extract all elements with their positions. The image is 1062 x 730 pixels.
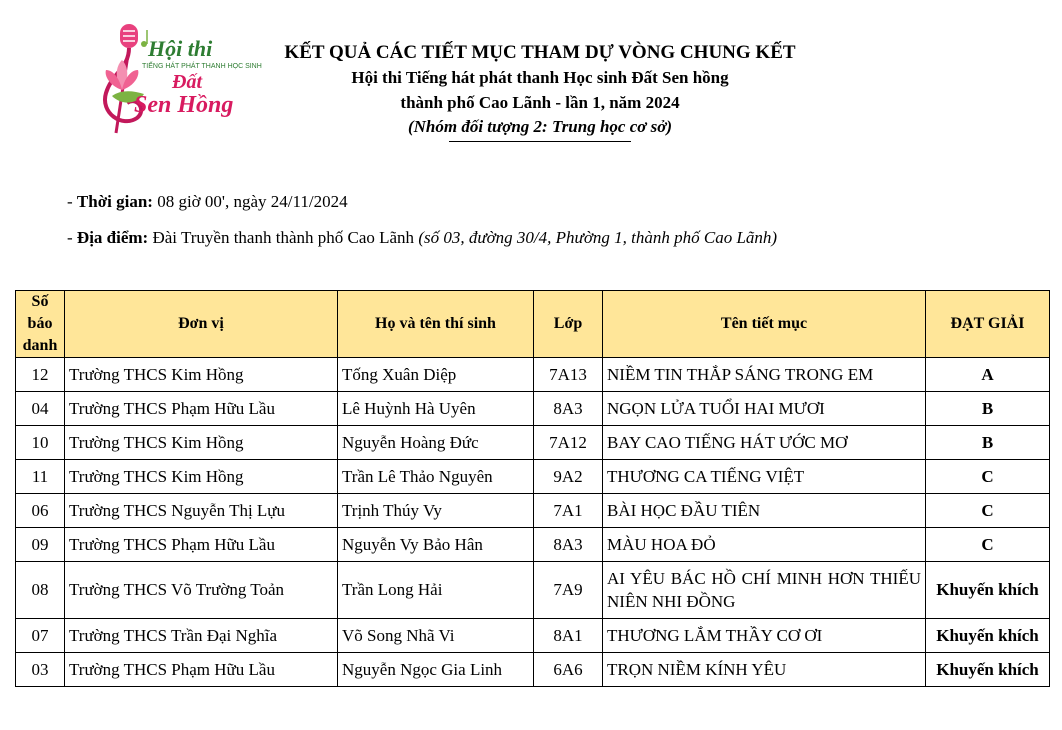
header-award: ĐẠT GIẢI <box>926 291 1050 358</box>
header-name: Họ và tên thí sinh <box>338 291 534 358</box>
cell-name: Nguyễn Vy Bảo Hân <box>338 528 534 562</box>
cell-unit: Trường THCS Phạm Hữu Lầu <box>65 528 338 562</box>
cell-award: C <box>926 460 1050 494</box>
cell-song: BÀI HỌC ĐẦU TIÊN <box>603 494 926 528</box>
table-row <box>16 392 1050 426</box>
contest-edition: thành phố Cao Lãnh - lần 1, năm 2024 <box>400 93 680 112</box>
logo-text-1: Hội thi <box>148 36 213 61</box>
cell-name: Trần Lê Thảo Nguyên <box>338 460 534 494</box>
cell-name: Lê Huỳnh Hà Uyên <box>338 392 534 426</box>
cell-stt: 07 <box>16 619 65 653</box>
cell-stt: 04 <box>16 392 65 426</box>
cell-award: C <box>926 528 1050 562</box>
cell-award: Khuyến khích <box>926 619 1050 653</box>
table-row <box>16 426 1050 460</box>
cell-stt: 10 <box>16 426 65 460</box>
cell-song: NIỀM TIN THẮP SÁNG TRONG EM <box>603 358 926 392</box>
document-header <box>240 40 840 142</box>
cell-class: 7A13 <box>534 358 603 392</box>
cell-song: MÀU HOA ĐỎ <box>603 528 926 562</box>
cell-song: THƯƠNG CA TIẾNG VIỆT <box>603 460 926 494</box>
cell-song: TRỌN NIỀM KÍNH YÊU <box>603 653 926 687</box>
contest-name: Hội thi Tiếng hát phát thanh Học sinh Đất Sen hồng <box>351 68 729 87</box>
cell-stt: 09 <box>16 528 65 562</box>
place-line: - Địa điểm: Đài Truyền thanh thành phố Cao Lãnh (số 03, đường 30/4, Phường 1, thành phố Cao Lãnh) <box>67 228 778 247</box>
cell-unit: Trường THCS Kim Hồng <box>65 358 338 392</box>
cell-class: 7A1 <box>534 494 603 528</box>
table-row <box>16 562 1050 619</box>
time-value: 08 giờ 00', ngày 24/11/2024 <box>157 192 348 211</box>
cell-name: Võ Song Nhã Vi <box>338 619 534 653</box>
header-stt-line2: báo <box>27 315 53 332</box>
microphone-lotus-icon <box>92 18 262 138</box>
cell-name: Trần Long Hải <box>338 562 534 619</box>
contest-logo <box>92 18 262 138</box>
cell-unit: Trường THCS Võ Trường Toản <box>65 562 338 619</box>
table-row <box>16 528 1050 562</box>
logo-text-4: Sen Hồng <box>134 92 234 118</box>
cell-song: NGỌN LỬA TUỔI HAI MƯƠI <box>603 392 926 426</box>
header-stt-line1: Số <box>31 293 49 310</box>
target-group: (Nhóm đối tượng 2: Trung học cơ sở) <box>407 117 673 136</box>
cell-award: Khuyến khích <box>926 562 1050 619</box>
cell-class: 7A12 <box>534 426 603 460</box>
cell-award: B <box>926 392 1050 426</box>
header-stt-line3: danh <box>22 337 58 354</box>
table-row <box>16 653 1050 687</box>
cell-class: 8A3 <box>534 392 603 426</box>
cell-song: AI YÊU BÁC HỒ CHÍ MINH HƠN THIẾU NIÊN NHI ĐỒNG <box>603 562 926 619</box>
cell-award: A <box>926 358 1050 392</box>
cell-name: Trịnh Thúy Vy <box>338 494 534 528</box>
header-class: Lớp <box>534 291 603 358</box>
cell-unit: Trường THCS Kim Hồng <box>65 426 338 460</box>
table-header-row <box>16 291 1050 358</box>
place-label: Địa điểm: <box>76 228 149 247</box>
table-row <box>16 494 1050 528</box>
logo-text-3: Đất <box>172 71 202 93</box>
cell-class: 8A1 <box>534 619 603 653</box>
document-title: KẾT QUẢ CÁC TIẾT MỤC THAM DỰ VÒNG CHUNG KẾT <box>284 42 796 63</box>
cell-unit: Trường THCS Trần Đại Nghĩa <box>65 619 338 653</box>
cell-unit: Trường THCS Nguyễn Thị Lựu <box>65 494 338 528</box>
cell-stt: 11 <box>16 460 65 494</box>
time-label: Thời gian: <box>76 192 153 211</box>
cell-song: THƯƠNG LẮM THẦY CƠ ƠI <box>603 619 926 653</box>
cell-song: BAY CAO TIẾNG HÁT ƯỚC MƠ <box>603 426 926 460</box>
cell-class: 7A9 <box>534 562 603 619</box>
header-stt <box>16 291 65 358</box>
cell-unit: Trường THCS Kim Hồng <box>65 460 338 494</box>
header-song: Tên tiết mục <box>603 291 926 358</box>
cell-award: Khuyến khích <box>926 653 1050 687</box>
place-detail: (số 03, đường 30/4, Phường 1, thành phố Cao Lãnh) <box>418 228 778 247</box>
cell-stt: 12 <box>16 358 65 392</box>
cell-class: 8A3 <box>534 528 603 562</box>
cell-unit: Trường THCS Phạm Hữu Lầu <box>65 653 338 687</box>
time-line: - Thời gian: 08 giờ 00', ngày 24/11/2024 <box>67 192 348 211</box>
cell-unit: Trường THCS Phạm Hữu Lầu <box>65 392 338 426</box>
cell-name: Tống Xuân Diệp <box>338 358 534 392</box>
header-underline <box>449 141 631 142</box>
logo-text-2: TIẾNG HÁT PHÁT THANH HỌC SINH <box>142 63 262 70</box>
cell-name: Nguyễn Hoàng Đức <box>338 426 534 460</box>
table-row <box>16 358 1050 392</box>
header-unit: Đơn vị <box>65 291 338 358</box>
cell-class: 9A2 <box>534 460 603 494</box>
cell-stt: 06 <box>16 494 65 528</box>
table-row <box>16 460 1050 494</box>
table-row <box>16 619 1050 653</box>
cell-stt: 03 <box>16 653 65 687</box>
place-value: Đài Truyền thanh thành phố Cao Lãnh <box>152 228 415 247</box>
results-table <box>15 290 1050 687</box>
cell-stt: 08 <box>16 562 65 619</box>
cell-award: C <box>926 494 1050 528</box>
cell-name: Nguyễn Ngọc Gia Linh <box>338 653 534 687</box>
cell-class: 6A6 <box>534 653 603 687</box>
cell-award: B <box>926 426 1050 460</box>
